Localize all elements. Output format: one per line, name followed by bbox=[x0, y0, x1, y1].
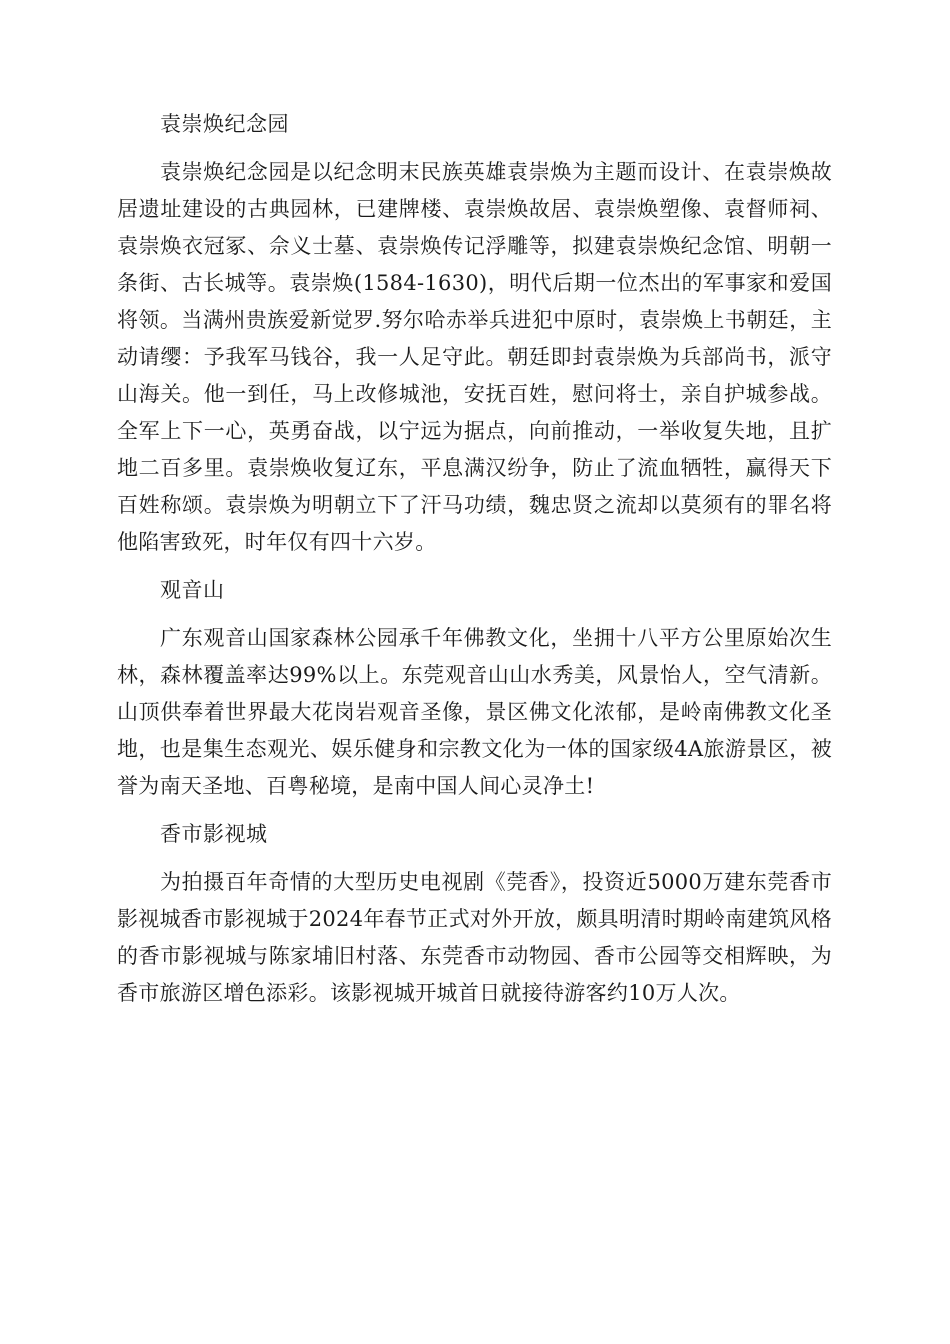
section-heading-xiangshi-film-city: 香市影视城 bbox=[160, 822, 268, 846]
document-page bbox=[117, 106, 832, 1023]
section-body-xiangshi-film-city: 为拍摄百年奇情的大型历史电视剧《莞香》，投资近5000万建东莞香市影视城香市影视城于2024年春节正式对外开放，颇具明清时期岭南建筑风格的香市影视城与陈家埔旧村落、东莞香市动物园、香市公园等交相辉映，为香市旅游区增色添彩。该影视城开城首日就接待游客约10万人次。 bbox=[117, 870, 832, 1005]
section-body-guanyin-mountain: 广东观音山国家森林公园承千年佛教文化，坐拥十八平方公里原始次生林，森林覆盖率达99%以上。东莞观音山山水秀美，风景怡人，空气清新。山顶供奉着世界最大花岗岩观音圣像，景区佛文化浓郁，是岭南佛教文化圣地，也是集生态观光、娱乐健身和宗教文化为一体的国家级4A旅游景区，被誉为南天圣地、百粤秘境，是南中国人间心灵净土! bbox=[117, 626, 832, 798]
section-heading-guanyin-mountain: 观音山 bbox=[160, 578, 225, 602]
section-heading-yuan-chonghuan-memorial: 袁崇焕纪念园 bbox=[160, 112, 289, 136]
section-body-yuan-chonghuan-memorial: 袁崇焕纪念园是以纪念明末民族英雄袁崇焕为主题而设计、在袁崇焕故居遗址建设的古典园林，已建牌楼、袁崇焕故居、袁崇焕塑像、袁督师祠、袁崇焕衣冠冢、佘义士墓、袁崇焕传记浮雕等，拟建袁崇焕纪念馆、明朝一条街、古长城等。袁崇焕(1584-1630)，明代后期一位杰出的军事家和爱国将领。当满州贵族爱新觉罗.努尔哈赤举兵进犯中原时，袁崇焕上书朝廷，主动请缨：予我军马钱谷，我一人足守此。朝廷即封袁崇焕为兵部尚书，派守山海关。他一到任，马上改修城池，安抚百姓，慰问将士，亲自护城参战。全军上下一心，英勇奋战，以宁远为据点，向前推动，一举收复失地，且扩地二百多里。袁崇焕收复辽东，平息满汉纷争，防止了流血牺牲，赢得天下百姓称颂。袁崇焕为明朝立下了汗马功绩，魏忠贤之流却以莫须有的罪名将他陷害致死，时年仅有四十六岁。 bbox=[117, 160, 832, 554]
